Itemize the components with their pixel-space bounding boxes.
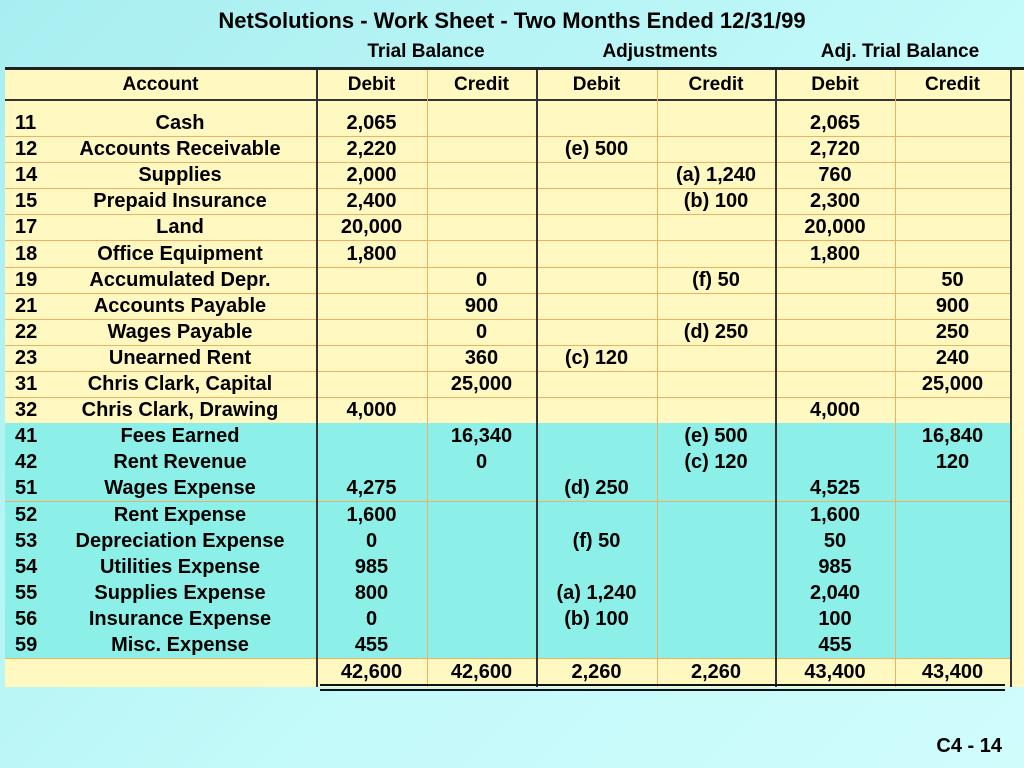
cell-adj-cr: [657, 345, 775, 371]
cell-adj-dr: [536, 214, 657, 240]
cell-adj-dr: [536, 188, 657, 214]
cell-tb-cr: [427, 580, 536, 606]
account-number: 55: [15, 581, 38, 604]
account-name: Cash: [155, 112, 205, 134]
cell-adj-dr: [536, 110, 657, 136]
cell-tb-dr: 2,065: [346, 112, 397, 134]
cell-tb-dr: 455: [354, 634, 389, 656]
cell-tb-dr: [316, 449, 427, 475]
account-name: Accumulated Depr.: [89, 268, 271, 291]
divider: [536, 70, 538, 687]
cell-atb-cr: [895, 110, 1010, 136]
cell-atb-cr: [895, 136, 1010, 162]
account-number: 41: [15, 425, 38, 448]
cell-atb-dr: 2,300: [809, 190, 861, 213]
account-number: 32: [15, 399, 38, 422]
table-row: [5, 528, 1012, 555]
account-number: 19: [15, 268, 38, 291]
account-number: 53: [15, 529, 38, 552]
account-name: Chris Clark, Drawing: [81, 399, 279, 422]
table-row: [5, 449, 1012, 476]
cell-atb-dr: 4,525: [809, 477, 861, 500]
cell-atb-cr: [895, 632, 1010, 658]
cell-tb-cr: [427, 606, 536, 632]
account-name: Supplies Expense: [94, 581, 266, 604]
cell-adj-cr: [657, 606, 775, 632]
divider: [657, 70, 658, 687]
table-row: [5, 136, 1012, 163]
table-row: [5, 554, 1012, 581]
total-tb-debit: 42,600: [340, 661, 403, 683]
divider: [895, 70, 896, 687]
cell-atb-cr: 16,840: [921, 425, 984, 448]
cell-adj-dr: [536, 449, 657, 475]
cell-atb-cr: [895, 214, 1010, 240]
account-name: Supplies: [138, 164, 222, 187]
cell-adj-cr: [657, 580, 775, 606]
cell-tb-dr: 0: [365, 529, 378, 552]
cell-tb-dr: [316, 371, 427, 397]
cell-tb-dr: [316, 319, 427, 345]
cell-tb-cr: [427, 397, 536, 423]
account-number: 23: [15, 346, 38, 369]
cell-tb-dr: 985: [354, 555, 389, 578]
cell-atb-dr: 1,600: [809, 503, 861, 526]
account-number: 17: [15, 216, 38, 239]
cell-tb-cr: [427, 188, 536, 214]
table-row: [5, 319, 1012, 346]
cell-atb-cr: 900: [935, 294, 970, 317]
cell-adj-cr: (a) 1,240: [675, 164, 757, 187]
cell-atb-dr: 4,000: [809, 399, 861, 422]
cell-tb-dr: 0: [365, 607, 378, 630]
table-row: [5, 606, 1012, 633]
cell-tb-cr: [427, 502, 536, 528]
cell-atb-dr: 2,040: [809, 581, 861, 604]
divider: [427, 70, 428, 687]
account-number: 52: [15, 503, 38, 526]
cell-atb-cr: [895, 188, 1010, 214]
cell-atb-cr: 250: [935, 320, 970, 343]
cell-tb-cr: 0: [475, 268, 488, 291]
header-atb-credit: Credit: [925, 74, 980, 95]
cell-atb-cr: 240: [935, 346, 970, 369]
cell-atb-dr: [775, 371, 895, 397]
table-row: [5, 293, 1012, 320]
total-atb-debit: 43,400: [804, 661, 866, 683]
group-adjustments: Adjustments: [602, 41, 718, 62]
table-row: [5, 267, 1012, 294]
table-row: [5, 502, 1012, 529]
cell-atb-dr: [775, 423, 895, 449]
cell-atb-cr: [895, 606, 1010, 632]
cell-atb-dr: 2,720: [809, 138, 861, 161]
cell-atb-cr: [895, 502, 1010, 528]
cell-atb-dr: [775, 267, 895, 293]
cell-adj-dr: [536, 371, 657, 397]
cell-adj-dr: (d) 250: [564, 477, 629, 500]
cell-adj-cr: [657, 136, 775, 162]
table-row: [5, 580, 1012, 607]
cell-adj-cr: [657, 632, 775, 658]
header-adj-debit: Debit: [572, 74, 621, 95]
slide-number: C4 - 14: [936, 735, 1002, 757]
cell-adj-cr: [657, 214, 775, 240]
cell-atb-dr: 1,800: [809, 242, 861, 265]
cell-adj-dr: [536, 632, 657, 658]
account-number: 42: [15, 451, 38, 474]
cell-tb-cr: 0: [475, 320, 488, 343]
cell-adj-dr: [536, 554, 657, 580]
header-tb-debit: Debit: [347, 74, 396, 95]
cell-tb-cr: [427, 136, 536, 162]
cell-adj-dr: [536, 162, 657, 188]
cell-atb-cr: [895, 241, 1010, 267]
cell-atb-cr: 120: [935, 451, 970, 474]
header-account: Account: [122, 74, 199, 95]
account-number: 56: [15, 607, 38, 630]
account-name: Utilities Expense: [99, 555, 261, 578]
header-atb-debit: Debit: [811, 74, 859, 95]
cell-adj-dr: (f) 50: [572, 529, 621, 552]
divider: [1010, 70, 1012, 687]
table-row: [5, 397, 1012, 424]
worksheet-table: [5, 67, 1024, 687]
cell-adj-cr: [657, 475, 775, 501]
cell-atb-dr: [775, 293, 895, 319]
account-name: Insurance Expense: [88, 607, 272, 630]
cell-tb-cr: [427, 554, 536, 580]
cell-tb-dr: 1,800: [346, 242, 397, 265]
account-number: 59: [15, 634, 38, 656]
cell-atb-dr: [775, 449, 895, 475]
account-number: 12: [15, 138, 38, 161]
header-divider: [5, 99, 1012, 101]
divider: [316, 70, 318, 687]
account-name: Accounts Receivable: [79, 138, 281, 161]
account-name: Misc. Expense: [111, 634, 249, 656]
cell-tb-cr: 0: [475, 451, 488, 474]
account-number: 51: [15, 477, 38, 500]
cell-atb-cr: [895, 554, 1010, 580]
cell-adj-cr: [657, 241, 775, 267]
cell-adj-cr: [657, 502, 775, 528]
cell-atb-dr: 760: [818, 164, 852, 187]
totals-row: [5, 658, 1012, 686]
header-adj-credit: Credit: [688, 74, 744, 95]
account-name: Land: [156, 216, 204, 239]
total-atb-credit: 43,400: [921, 661, 984, 683]
cell-adj-dr: (a) 1,240: [556, 581, 637, 604]
account-name: Rent Expense: [113, 503, 247, 526]
account-number: 31: [15, 373, 38, 395]
cell-atb-cr: [895, 162, 1010, 188]
cell-tb-dr: 800: [354, 581, 389, 604]
group-adj-trial-balance: Adj. Trial Balance: [820, 41, 980, 62]
cell-tb-cr: [427, 475, 536, 501]
cell-adj-dr: (c) 120: [564, 346, 629, 369]
cell-adj-dr: [536, 319, 657, 345]
cell-adj-cr: [657, 293, 775, 319]
table-row: [5, 345, 1012, 372]
cell-adj-dr: [536, 293, 657, 319]
cell-adj-dr: [536, 267, 657, 293]
account-number: 14: [15, 164, 38, 187]
cell-tb-cr: [427, 110, 536, 136]
cell-tb-dr: 20,000: [340, 216, 403, 239]
account-number: 22: [15, 320, 38, 343]
account-number: 11: [15, 112, 37, 134]
cell-tb-cr: [427, 528, 536, 554]
cell-atb-dr: [775, 319, 895, 345]
header-tb-credit: Credit: [454, 74, 509, 95]
table-row: [5, 241, 1012, 268]
cell-tb-cr: 16,340: [450, 425, 513, 448]
account-name: Accounts Payable: [93, 294, 267, 317]
account-name: Prepaid Insurance: [93, 190, 267, 213]
cell-atb-dr: 100: [818, 607, 852, 630]
account-number: 18: [15, 242, 38, 265]
cell-adj-dr: [536, 241, 657, 267]
account-number: 54: [15, 555, 38, 578]
table-row: [5, 214, 1012, 241]
divider: [775, 70, 777, 687]
cell-tb-dr: 1,600: [346, 503, 397, 526]
cell-tb-dr: [316, 423, 427, 449]
cell-adj-cr: (c) 120: [684, 451, 748, 474]
account-name: Wages Expense: [104, 477, 256, 500]
cell-adj-cr: [657, 110, 775, 136]
cell-adj-cr: (b) 100: [683, 190, 749, 213]
cell-atb-cr: 50: [941, 268, 964, 291]
cell-adj-cr: [657, 397, 775, 423]
total-tb-credit: 42,600: [450, 661, 513, 683]
cell-atb-cr: [895, 528, 1010, 554]
cell-adj-cr: [657, 371, 775, 397]
cell-tb-cr: 25,000: [450, 373, 513, 395]
table-row: [5, 423, 1012, 450]
cell-tb-cr: [427, 162, 536, 188]
account-name: Depreciation Expense: [75, 529, 285, 552]
cell-atb-dr: 455: [818, 634, 852, 656]
cell-tb-cr: [427, 632, 536, 658]
cell-adj-dr: [536, 502, 657, 528]
cell-tb-cr: [427, 241, 536, 267]
cell-tb-dr: 2,000: [346, 164, 397, 187]
group-trial-balance: Trial Balance: [367, 41, 485, 62]
cell-atb-dr: 2,065: [809, 112, 861, 134]
cell-tb-dr: [316, 293, 427, 319]
account-number: 15: [15, 190, 38, 213]
cell-atb-cr: [895, 397, 1010, 423]
cell-tb-dr: [316, 267, 427, 293]
cell-atb-dr: 50: [823, 529, 847, 552]
double-underline: [320, 684, 1005, 691]
cell-tb-dr: 2,400: [346, 190, 397, 213]
table-row: [5, 110, 1012, 137]
table-row: [5, 162, 1012, 189]
cell-adj-cr: (e) 500: [684, 425, 748, 448]
cell-tb-cr: 900: [464, 294, 499, 317]
table-row: [5, 475, 1012, 502]
cell-adj-dr: [536, 423, 657, 449]
cell-adj-dr: [536, 397, 657, 423]
account-name: Rent Revenue: [113, 451, 247, 474]
account-name: Fees Earned: [120, 425, 240, 448]
total-adj-debit: 2,260: [571, 661, 622, 683]
account-name: Chris Clark, Capital: [87, 373, 273, 395]
account-name: Office Equipment: [97, 242, 263, 265]
total-adj-credit: 2,260: [690, 661, 742, 683]
cell-tb-dr: 4,275: [346, 477, 397, 500]
cell-atb-cr: 25,000: [921, 373, 984, 395]
cell-tb-dr: [316, 345, 427, 371]
cell-adj-cr: [657, 554, 775, 580]
cell-tb-cr: 360: [464, 346, 499, 369]
cell-adj-cr: [657, 528, 775, 554]
table-row: [5, 188, 1012, 215]
cell-atb-cr: [895, 475, 1010, 501]
account-number: 21: [15, 294, 38, 317]
cell-adj-cr: (d) 250: [683, 320, 749, 343]
cell-atb-dr: 20,000: [804, 216, 866, 239]
cell-tb-dr: 4,000: [346, 399, 397, 422]
cell-adj-cr: (f) 50: [692, 268, 740, 291]
cell-tb-cr: [427, 214, 536, 240]
cell-atb-dr: [775, 345, 895, 371]
table-row: [5, 632, 1012, 659]
table-row: [5, 371, 1012, 398]
account-name: Unearned Rent: [108, 346, 252, 369]
cell-atb-dr: 985: [818, 555, 852, 578]
cell-adj-dr: (e) 500: [564, 138, 629, 161]
slide-title: NetSolutions - Work Sheet - Two Months Ended 12/31/99: [218, 8, 806, 33]
cell-tb-dr: 2,220: [346, 138, 397, 161]
account-name: Wages Payable: [107, 320, 253, 343]
cell-atb-cr: [895, 580, 1010, 606]
cell-adj-dr: (b) 100: [564, 607, 629, 630]
